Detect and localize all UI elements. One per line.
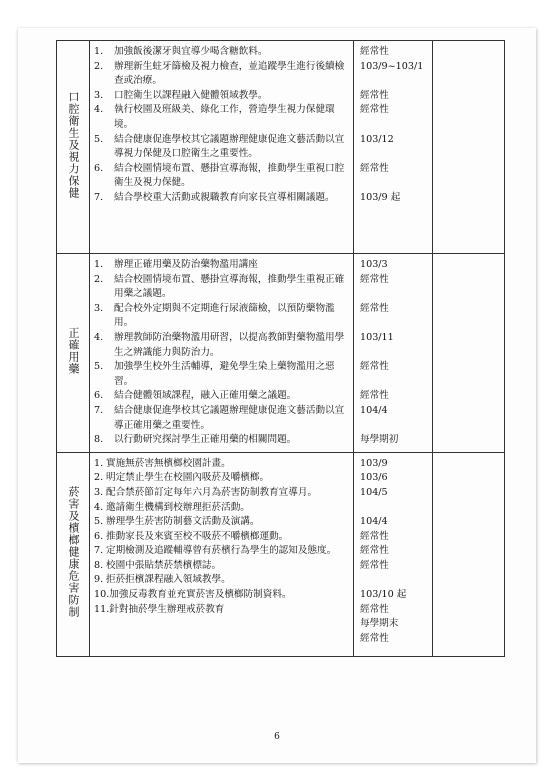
category-cell	[57, 41, 90, 254]
page-number: 6	[274, 732, 280, 742]
list-item: 11. 針對抽菸學生辦理戒菸教育	[94, 603, 225, 615]
list-item: 5. 辦理學生菸害防制藝文活動及演講。	[94, 516, 260, 528]
date-entry: 經常性	[360, 530, 389, 542]
date-entry	[360, 287, 430, 302]
date-entry: 103/9~103/1	[360, 60, 424, 72]
list-item: 1. 辦理正確用藥及防治藥物濫用講座	[94, 259, 258, 270]
category-label: 菸害及檳榔健康危害防制	[67, 486, 80, 619]
list-item: 2. 辦理新生蛀牙篩檢及視力檢查，並追蹤學生進行後續檢查或治療。	[94, 60, 345, 87]
date-entry: 104/4	[360, 404, 388, 416]
date-entry: 104/4	[360, 516, 388, 528]
date-entry: 每學期初	[360, 434, 399, 446]
date-entry	[360, 419, 430, 434]
list-item: 2. 明定禁止學生在校園內吸菸及嚼檳榔。	[94, 472, 270, 484]
category-cell	[57, 452, 90, 656]
date-entry	[360, 501, 430, 516]
date-entry: 經常性	[360, 361, 389, 373]
date-entry: 經常性	[360, 603, 389, 615]
list-item: 4. 執行校園及班級美、綠化工作，營造學生視力保健環境。	[94, 104, 335, 130]
date-entry: 經常性	[360, 559, 389, 571]
items-cell	[90, 254, 354, 453]
list-item: 2. 結合校園情境布置、懸掛宣導海報，推動學生重視正確用藥之議題。	[94, 273, 345, 300]
date-entry	[360, 375, 430, 390]
list-item: 10. 加強反毒教育並充實菸害及檳榔防制資料。	[94, 589, 292, 601]
date-entry	[360, 316, 430, 331]
health-plan-table	[56, 40, 505, 657]
list-item: 4. 辦理教師防治藥物濫用研習，以提高教師對藥物濫用學生之辨識能力與防治力。	[94, 331, 345, 358]
date-entry: 103/10 起	[360, 589, 407, 601]
date-entry: 經常性	[360, 302, 389, 314]
date-entry: 103/9 起	[360, 191, 401, 203]
list-item: 8. 校園中張貼禁菸禁檳標誌。	[94, 559, 222, 571]
date-entry	[360, 118, 430, 133]
list-item: 6. 結合健體領域課程，融入正確用藥之議題。	[94, 390, 297, 402]
list-item: 3. 配合校外定期與不定期進行尿液篩檢，以預防藥物濫用。	[94, 302, 335, 329]
date-entry	[360, 147, 430, 162]
list-item: 9. 拒菸拒檳課程融入領域教學。	[94, 574, 231, 586]
list-item: 3. 配合禁菸節訂定每年六月為菸害防制教育宣導月。	[94, 486, 318, 498]
dates-cell	[354, 452, 433, 656]
list-item: 5. 結合健康促進學校其它議題辦理健康促進文藝活動以宣導視力保健及口腔衛生之重要性。	[94, 133, 345, 160]
date-entry	[360, 573, 430, 588]
date-entry: 經常性	[360, 89, 389, 101]
document-page	[18, 28, 536, 763]
list-item: 5. 加強學生校外生活輔導，避免學生染上藥物濫用之惡習。	[94, 361, 335, 387]
dates-cell	[354, 41, 433, 254]
list-item: 7. 定期檢測及追蹤輔導曾有菸檳行為學生的認知及態度。	[94, 545, 337, 557]
date-entry: 經常性	[360, 545, 389, 557]
items-cell	[90, 41, 354, 254]
items-cell	[90, 452, 354, 656]
section-oral-vision	[57, 41, 505, 254]
section-tobacco-betel	[57, 452, 505, 656]
date-entry: 經常性	[360, 632, 389, 644]
section-medication	[57, 254, 505, 453]
date-entry: 104/5	[360, 486, 388, 498]
list-item: 1. 加強飯後潔牙與宜導少喝含糖飲料。	[94, 46, 268, 57]
category-cell	[57, 254, 90, 453]
date-entry: 103/9	[360, 457, 388, 469]
list-item: 8. 以行動研究探討學生正確用藥的相關問題。	[94, 434, 297, 446]
category-label: 正確用藥	[67, 326, 80, 375]
empty-cell	[433, 254, 505, 453]
empty-cell	[433, 41, 505, 254]
date-entry: 每學期末	[360, 618, 399, 630]
date-entry: 經常性	[360, 162, 389, 174]
date-entry: 經常性	[360, 273, 389, 285]
list-item: 4. 邀請衛生機構到校辦理拒菸活動。	[94, 501, 250, 513]
date-entry: 103/12	[360, 133, 394, 145]
dates-cell	[354, 254, 433, 453]
date-entry: 經常性	[360, 104, 389, 116]
category-label: 口腔衛生及視力保健	[67, 91, 80, 199]
date-entry: 103/3	[360, 259, 388, 270]
date-entry: 103/6	[360, 472, 388, 484]
list-item: 3. 口腔衛生以課程融入健體領域教學。	[94, 89, 268, 101]
date-entry	[360, 176, 430, 191]
list-item: 6. 推動家長及來賓至校不吸菸不嚼檳榔運動。	[94, 530, 289, 542]
date-entry: 經常性	[360, 390, 389, 402]
date-entry	[360, 346, 430, 361]
date-entry: 經常性	[360, 46, 389, 57]
list-item: 6. 結合校園情境布置、懸掛宣導海報，推動學生重視口腔衛生及視力保健。	[94, 162, 345, 189]
date-entry	[360, 74, 430, 89]
list-item: 7. 結合健康促進學校其它議題辦理健康促進文藝活動以宣導正確用藥之重要性。	[94, 404, 345, 431]
date-entry: 103/11	[360, 331, 394, 343]
empty-cell	[433, 452, 505, 656]
list-item: 1. 實施無菸害無檳榔校園計畫。	[94, 457, 231, 469]
list-item: 7. 結合學校重大活動或親職教育向家長宣導相關議題。	[94, 191, 335, 203]
